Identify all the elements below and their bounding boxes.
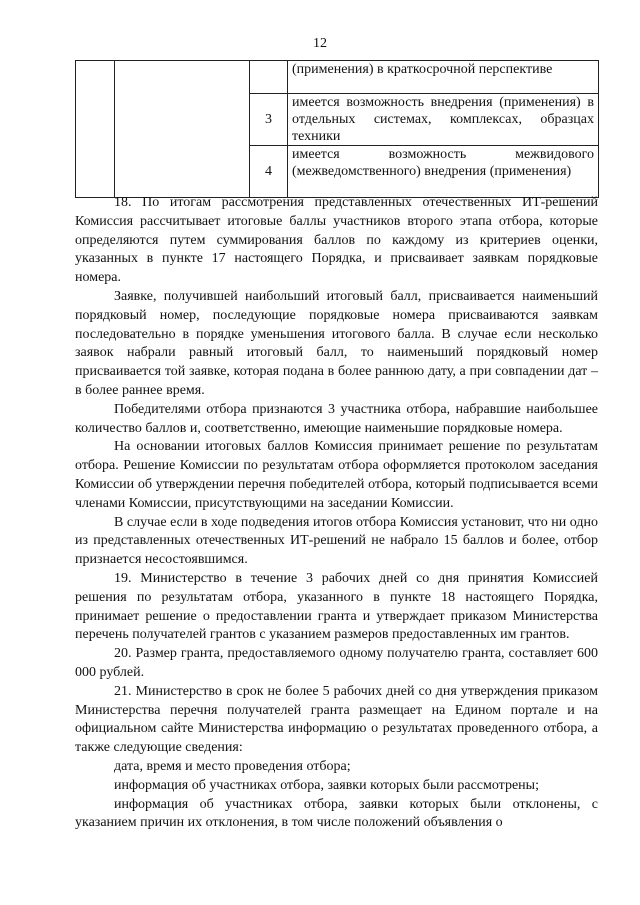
- table-cell-criterion: [115, 61, 250, 198]
- table-cell-score: 3: [250, 94, 288, 146]
- paragraph: На основании итоговых баллов Комиссия принимает решение по результатам отбора. Решение Комиссии по результатам отбора оформляется протоколом заседания Комиссии об утверждении перечня победителей отбора, который подписывается всеми членами Комиссии, присутствующими на заседании Комиссии.: [75, 439, 598, 511]
- paragraph: Победителями отбора признаются 3 участника отбора, набравшие наибольшее количество баллов и, соответственно, имеющие наименьшие порядковые номера.: [75, 401, 598, 436]
- paragraph: 18. По итогам рассмотрения представленных отечественных ИТ-решений Комиссия рассчитывает итоговые баллы участников второго этапа отбора, которые определяются путем суммирования баллов по каждому из критериев оценки, указанных в пункте 17 настоящего Порядка, и присваивает заявкам порядковые номера.: [75, 195, 598, 286]
- paragraph: информация об участниках отбора, заявки которых были рассмотрены;: [114, 777, 539, 793]
- paragraph: 20. Размер гранта, предоставляемого одному получателю гранта, составляет 600 000 рублей.: [75, 646, 598, 680]
- table-cell-index: [76, 61, 115, 198]
- table-cell-description: имеется возможность внедрения (применения) в отдельных системах, комплексах, образцах техники: [288, 94, 599, 146]
- table-cell-score: 4: [250, 146, 288, 198]
- paragraph: дата, время и место проведения отбора;: [114, 758, 351, 774]
- table-cell-description: (применения) в краткосрочной перспективе: [288, 61, 599, 94]
- paragraph: информация об участниках отбора, заявки которых были отклонены, с указанием причин их отклонения, в том числе положений объявления о: [75, 796, 598, 831]
- table-cell-score: [250, 61, 288, 94]
- paragraph: Заявке, получившей наибольший итоговый балл, присваивается наименьший порядковый номер, последующие порядковые номера присваиваются заявкам последовательно в порядке уменьшения итогового балла. В случае если несколько заявок набрали равный итоговый балл, то наименьший порядковый номер присваивается той заявке, которая подана в более раннюю дату, а при совпадении дат – в более раннее время.: [75, 288, 598, 398]
- paragraph: 21. Министерство в срок не более 5 рабочих дней со дня утверждения приказом Министерства перечня получателей гранта размещает на Едином портале и на официальном сайте Министерства информацию о результатах проведенного отбора, а также следующие сведения:: [75, 683, 598, 756]
- criteria-table: [75, 60, 599, 198]
- page-number: 12: [313, 36, 327, 51]
- document-body: [75, 194, 598, 833]
- paragraph: 19. Министерство в течение 3 рабочих дней со дня принятия Комиссией решения по результатам отбора, указанного в пункте 18 настоящего Порядка, принимает решение о предоставлении гранта и утверждает приказом Министерства перечень получателей грантов с указанием размеров предоставленных им грантов.: [75, 570, 598, 643]
- paragraph: В случае если в ходе подведения итогов отбора Комиссия установит, что ни одно из представленных отечественных ИТ-решений не набрало 15 баллов и более, отбор признается несостоявшимся.: [75, 514, 598, 568]
- table-cell-description: имеется возможность межвидового (межведомственного) внедрения (применения): [288, 146, 599, 198]
- table-row: [76, 61, 599, 94]
